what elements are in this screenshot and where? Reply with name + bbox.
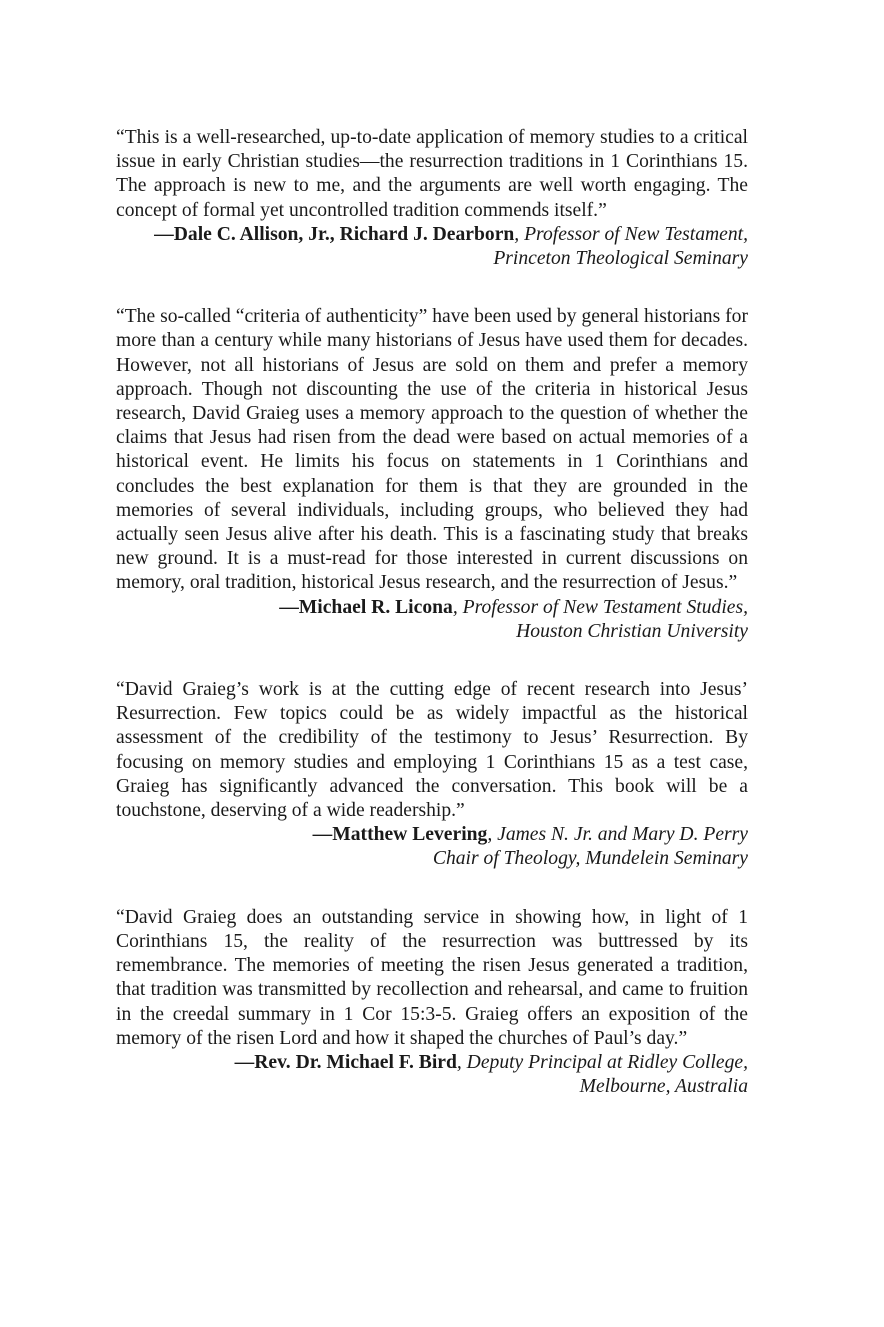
endorser-affiliation: Melbourne, Australia (579, 1076, 748, 1098)
attribution-line-1 (116, 223, 748, 247)
endorsements-page (116, 126, 748, 1133)
endorsement-quote: “David Graieg’s work is at the cutting edge of recent research into Jesus’ Resurrection. Few topics could be as widely impactful as the historical assessment of the credibility of the testimony to Jesus’ Resurrection. By focusing on memory studies and employing 1 Corinthians 15 as a test case, Graieg has significantly advanced the conversation. This book will be a touchstone, deserving of a wide readership.” (116, 679, 748, 822)
attribution-line-1 (116, 1051, 748, 1075)
endorser-affiliation: Houston Christian University (516, 620, 748, 642)
endorser-title: , Professor of New Testament, (514, 223, 748, 245)
endorser-title: , James N. Jr. and Mary D. Perry (487, 824, 748, 846)
endorsement-bird (116, 906, 748, 1100)
endorser-title: , Professor of New Testament Studies, (452, 596, 748, 618)
endorser-title: , Deputy Principal at Ridley College, (456, 1051, 748, 1073)
endorser-name: —Dale C. Allison, Jr., Richard J. Dearborn (154, 223, 515, 245)
endorser-name: —Michael R. Licona (279, 596, 453, 618)
endorsement-quote: “David Graieg does an outstanding service in showing how, in light of 1 Corinthians 15, the reality of the resurrection was buttressed by its remembrance. The memories of meeting the risen Jesus generated a tradition, that tradition was transmitted by recollection and rehearsal, and came to fruition in the creedal summary in 1 Cor 15:3-5. Graieg offers an exposition of the memory of the risen Lord and how it shaped the churches of Paul’s day.” (116, 906, 748, 1049)
endorser-affiliation: Princeton Theological Seminary (493, 248, 748, 270)
endorsement-licona (116, 305, 748, 644)
endorsement-attribution (116, 223, 748, 271)
endorsement-levering (116, 678, 748, 872)
endorsement-attribution (116, 823, 748, 871)
attribution-line-1 (116, 823, 748, 847)
endorser-affiliation: Chair of Theology, Mundelein Seminary (432, 848, 748, 870)
endorsement-allison (116, 126, 748, 271)
endorsement-attribution (116, 1051, 748, 1099)
endorsement-quote: “The so-called “criteria of authenticity” have been used by general historians for more than a century while many historians of Jesus have used them for decades. However, not all historians of Jesus are sold on them and prefer a memory approach. Though not discounting the use of the criteria in historical Jesus research, David Graieg uses a memory approach to the question of whether the claims that Jesus had risen from the dead were based on actual memories of a historical event. He limits his focus on statements in 1 Corinthians and concludes the best explanation for them is that they are grounded in the memories of several individuals, including groups, who believed they had actually seen Jesus alive after his death. This is a fascinating study that breaks new ground. It is a must-read for those interested in current discussions on memory, oral tradition, historical Jesus research, and the resurrection of Jesus.” (116, 306, 748, 594)
endorser-name: —Rev. Dr. Michael F. Bird (234, 1051, 457, 1073)
endorsement-quote: “This is a well-researched, up-to-date application of memory studies to a critical issue in early Christian studies—the resurrection traditions in 1 Corinthians 15. The approach is new to me, and the arguments are well worth engaging. The concept of formal yet uncontrolled tradition commends itself.” (116, 127, 748, 221)
endorsement-attribution (116, 596, 748, 644)
attribution-line-1 (116, 596, 748, 620)
endorser-name: —Matthew Levering (312, 824, 488, 846)
